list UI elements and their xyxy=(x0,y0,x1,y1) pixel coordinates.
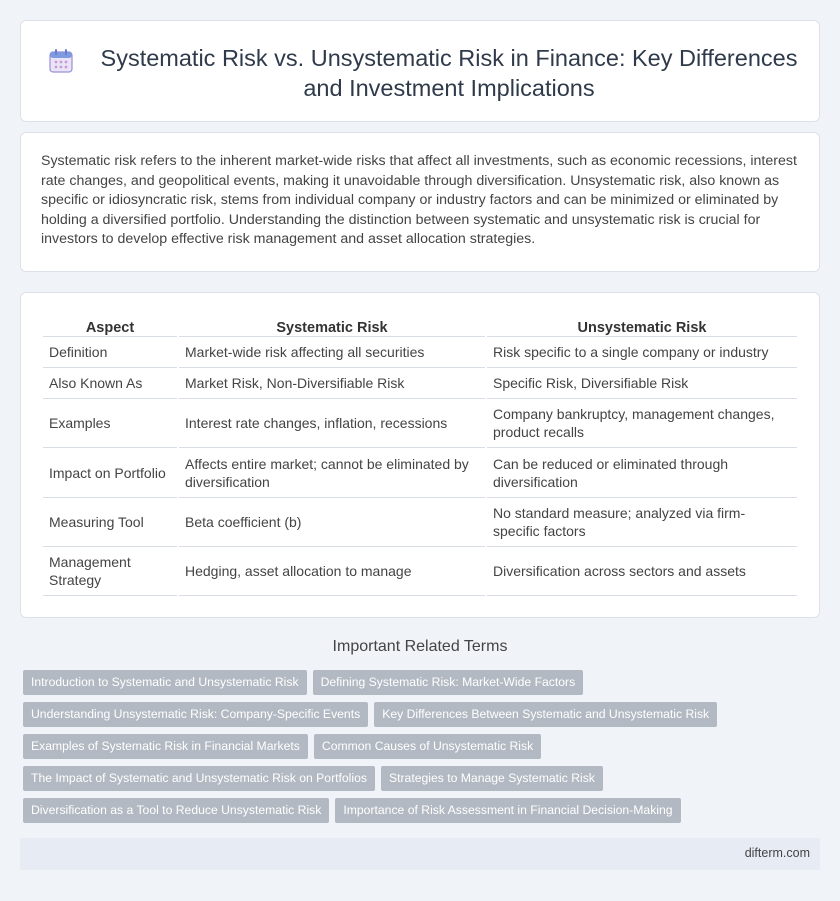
table-cell: Company bankruptcy, management changes, product recalls xyxy=(487,399,797,448)
related-term-link[interactable]: Strategies to Manage Systematic Risk xyxy=(381,766,603,791)
table-cell: Can be reduced or eliminated through diversification xyxy=(487,448,797,498)
page-title: Systematic Risk vs. Unsystematic Risk in Finance: Key Differences and Investment Implications xyxy=(100,45,798,101)
comparison-card xyxy=(20,292,820,618)
table-row xyxy=(43,448,797,498)
related-terms-heading: Important Related Terms xyxy=(332,638,508,655)
intro-card xyxy=(20,132,820,272)
related-term-link[interactable]: Defining Systematic Risk: Market-Wide Factors xyxy=(313,670,584,695)
column-header: Unsystematic Risk xyxy=(487,313,797,337)
table-cell: Specific Risk, Diversifiable Risk xyxy=(487,368,797,399)
site-name[interactable]: difterm.com xyxy=(744,846,810,860)
related-terms-list xyxy=(23,670,823,830)
related-term-link[interactable]: Examples of Systematic Risk in Financial Markets xyxy=(23,734,308,759)
table-cell: Interest rate changes, inflation, recessions xyxy=(179,399,485,448)
related-term-link[interactable]: Key Differences Between Systematic and Unsystematic Risk xyxy=(374,702,717,727)
table-cell: Examples xyxy=(43,399,177,448)
footer xyxy=(20,838,820,870)
table-row xyxy=(43,399,797,448)
table-cell: Measuring Tool xyxy=(43,498,177,547)
table-cell: Affects entire market; cannot be eliminated by diversification xyxy=(179,448,485,498)
table-cell: Market Risk, Non-Diversifiable Risk xyxy=(179,368,485,399)
table-cell: Impact on Portfolio xyxy=(43,448,177,498)
related-term-link[interactable]: Diversification as a Tool to Reduce Unsystematic Risk xyxy=(23,798,329,823)
table-cell: Risk specific to a single company or industry xyxy=(487,337,797,368)
table-row xyxy=(43,498,797,547)
table-cell: Management Strategy xyxy=(43,547,177,596)
table-row xyxy=(43,547,797,596)
table-cell: No standard measure; analyzed via firm-specific factors xyxy=(487,498,797,547)
comparison-table xyxy=(41,313,799,596)
table-cell: Diversification across sectors and assets xyxy=(487,547,797,596)
related-term-link[interactable]: Understanding Unsystematic Risk: Company-Specific Events xyxy=(23,702,368,727)
related-term-link[interactable]: The Impact of Systematic and Unsystematic Risk on Portfolios xyxy=(23,766,375,791)
table-cell: Also Known As xyxy=(43,368,177,399)
related-term-link[interactable]: Importance of Risk Assessment in Financial Decision-Making xyxy=(335,798,680,823)
related-term-link[interactable]: Introduction to Systematic and Unsystematic Risk xyxy=(23,670,307,695)
related-term-link[interactable]: Common Causes of Unsystematic Risk xyxy=(314,734,541,759)
column-header: Aspect xyxy=(43,313,177,337)
table-cell: Hedging, asset allocation to manage xyxy=(179,547,485,596)
intro-paragraph: Systematic risk refers to the inherent market-wide risks that affect all investments, such as economic recessions, interest rate changes, and geopolitical events, making it unavoidable through diversification. Unsystematic risk, also known as specific or idiosyncratic risk, stems from individual company or industry factors and can be minimized or eliminated by holding a diversified portfolio. Understanding the distinction between systematic and unsystematic risk is crucial for investors to develop effective risk management and asset allocation strategies. xyxy=(41,153,797,247)
column-header: Systematic Risk xyxy=(179,313,485,337)
table-cell: Beta coefficient (b) xyxy=(179,498,485,547)
table-row xyxy=(43,368,797,399)
header-card xyxy=(20,20,820,122)
table-cell: Definition xyxy=(43,337,177,368)
table-header-row xyxy=(43,313,797,337)
table-cell: Market-wide risk affecting all securities xyxy=(179,337,485,368)
table-row xyxy=(43,337,797,368)
